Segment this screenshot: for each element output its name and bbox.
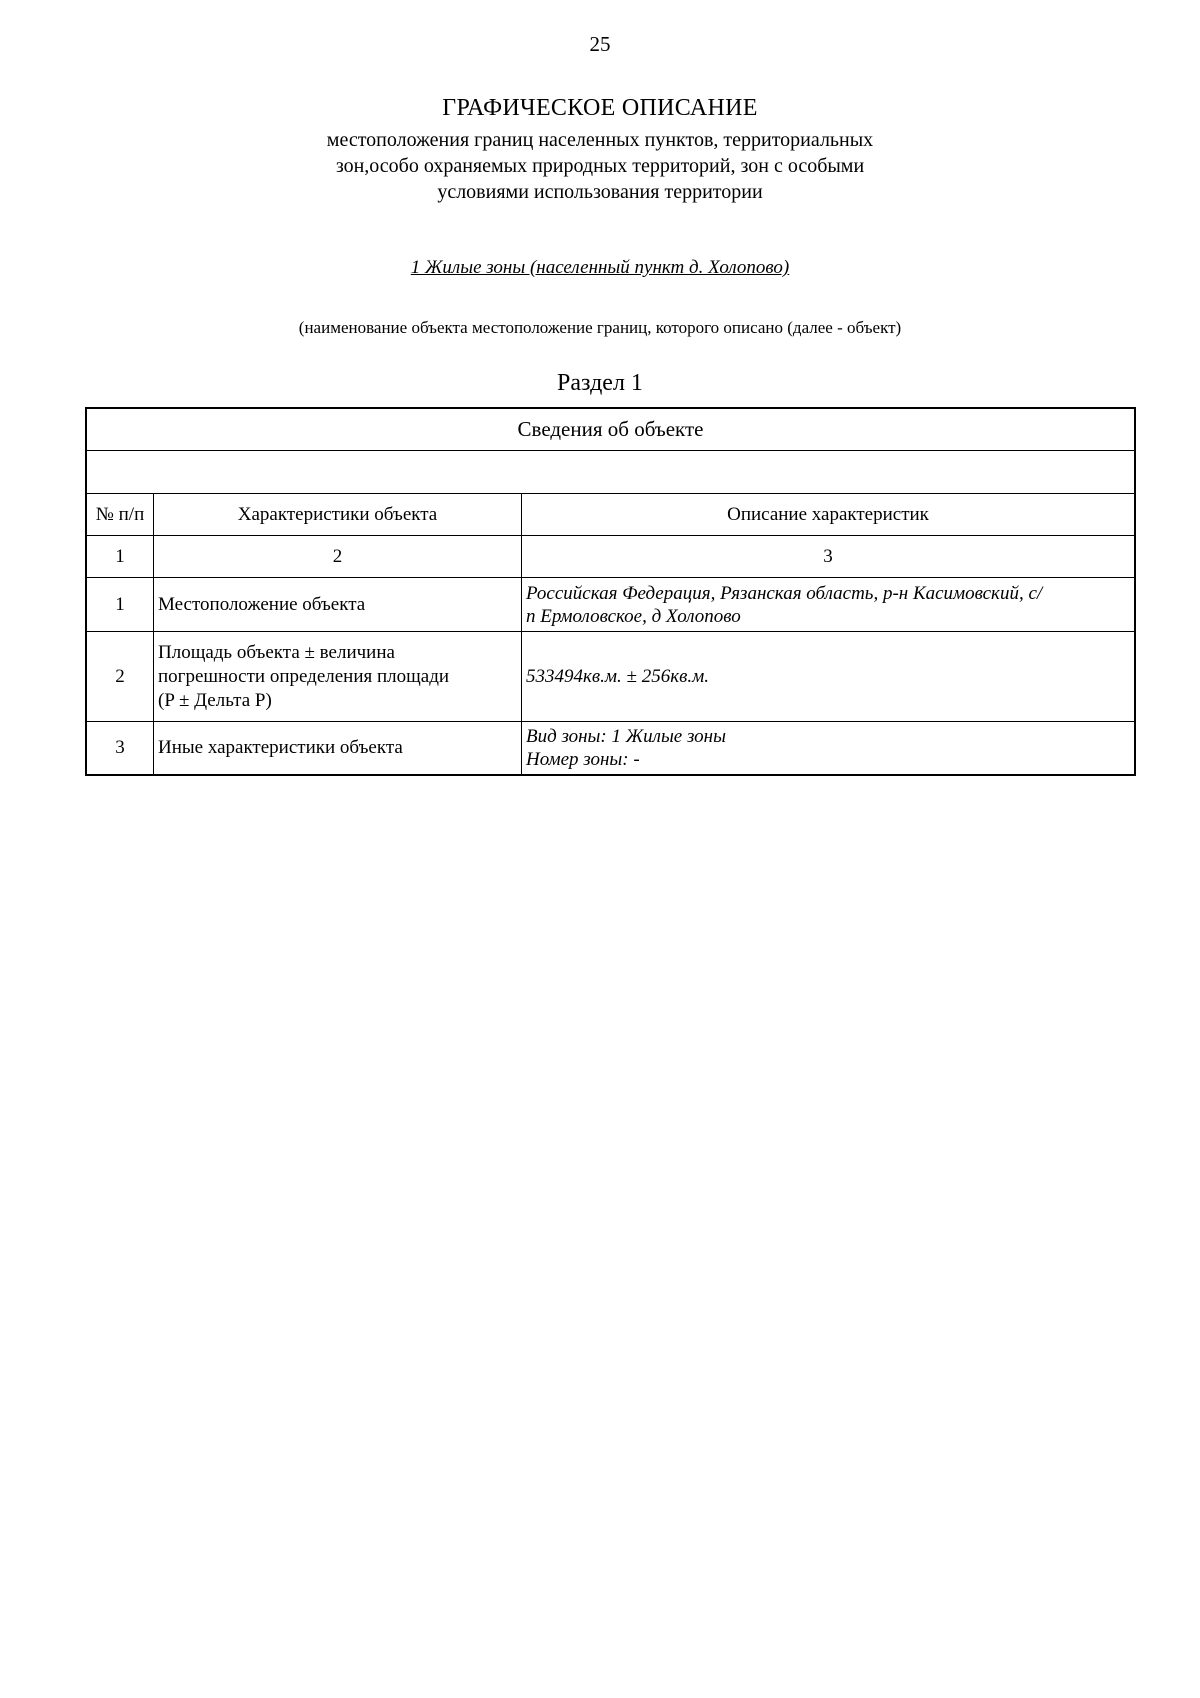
row-description — [522, 632, 1136, 722]
table-header: Сведения об объекте — [86, 408, 1135, 451]
description-line: п Ермоловское, д Холопово — [526, 605, 741, 627]
description-line: Российская Федерация, Рязанская область, р-н Касимовский, с/ — [526, 582, 1043, 604]
object-caption: (наименование объекта местоположение границ, которого описано (далее - объект) — [298, 318, 902, 337]
table-row — [86, 632, 1135, 722]
column-number: 1 — [86, 536, 154, 578]
empty-cell — [86, 451, 1135, 494]
table-row — [86, 722, 1135, 776]
row-number: 1 — [86, 578, 154, 632]
object-name: 1 Жилые зоны (населенный пункт д. Холопово) — [410, 257, 790, 278]
section-title: Раздел 1 — [557, 370, 643, 396]
table-column-numbers — [86, 536, 1135, 578]
document-title: ГРАФИЧЕСКОЕ ОПИСАНИЕ — [442, 95, 758, 121]
table-column-headers — [86, 494, 1135, 536]
subtitle-line: местоположения границ населенных пунктов, территориальных — [326, 129, 874, 151]
subtitle-line: зон,особо охраняемых природных территорий, зон с особыми — [335, 155, 865, 177]
characteristic-line: (P ± Дельта P) — [158, 689, 272, 711]
column-header-num: № п/п — [86, 494, 154, 536]
row-characteristic: Иные характеристики объекта — [154, 722, 522, 776]
column-number: 3 — [522, 536, 1136, 578]
subtitle-line: условиями использования территории — [437, 181, 763, 203]
column-number: 2 — [154, 536, 522, 578]
column-header-characteristic: Характеристики объекта — [154, 494, 522, 536]
column-header-description: Описание характеристик — [522, 494, 1136, 536]
page-number: 25 — [589, 32, 611, 56]
object-info-table — [85, 407, 1136, 776]
description-line: Номер зоны: - — [526, 749, 640, 770]
row-characteristic: Местоположение объекта — [154, 578, 522, 632]
description-line: 533494кв.м. ± 256кв.м. — [526, 666, 709, 687]
characteristic-line: Площадь объекта ± величина — [158, 641, 395, 663]
row-characteristic — [154, 632, 522, 722]
table-empty-row — [86, 451, 1135, 494]
description-line: Вид зоны: 1 Жилые зоны — [526, 726, 726, 747]
row-description — [522, 722, 1136, 776]
table-row — [86, 578, 1135, 632]
row-number: 2 — [86, 632, 154, 722]
characteristic-line: погрешности определения площади — [158, 665, 450, 687]
document-subtitle — [0, 127, 1200, 205]
row-number: 3 — [86, 722, 154, 776]
row-description — [522, 578, 1136, 632]
table-header-row — [86, 408, 1135, 451]
